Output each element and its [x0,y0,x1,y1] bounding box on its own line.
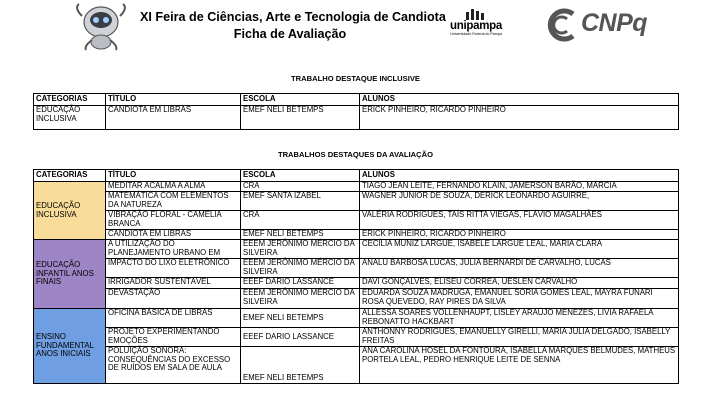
form-title: Ficha de Avaliação [233,27,347,41]
table-row [34,192,679,211]
escola-cell: EEEF DARIO LASSANCE [241,328,360,347]
cnpq-emblem-icon [543,8,579,42]
column-header-alunos: ALUNOS [360,170,679,182]
column-header-escola: ESCOLA [241,170,360,182]
table-row [34,230,679,240]
titulo-cell: OFICINA BÁSICA DE LIBRAS [106,309,241,328]
cnpq-logo [543,8,653,42]
table-header-row [34,170,679,182]
fair-title-block [140,9,446,43]
titulo-cell: A UTILIZAÇÃO DO PLANEJAMENTO URBANO EM [106,240,241,259]
alunos-cell: ANTHONNY RODRIGUES, EMANUELLY GIRELLI, MARIA JÚLIA DELGADO, ISABELLY FREITAS [360,328,679,347]
table-row [34,328,679,347]
escola-cell: EEEM JERÔNIMO MÉRCIO DA SILVEIRA [241,289,360,309]
titulo-cell: DEVASTAÇÃO [106,289,241,309]
escola-cell: CRA [241,211,360,230]
alunos-cell: VALÉRIA RODRIGUES, TAÍS RITTA VIEGAS, FLÁVIO MAGALHÃES [360,211,679,230]
titulo-cell: VIBRAÇÃO FLORAL - CAMÉLIA BRANCA [106,211,241,230]
section-title-highlights: TRABALHOS DESTAQUES DA AVALIAÇÃO [277,150,434,159]
categoria-cell: EDUCAÇÃO INCLUSIVA [34,106,106,130]
escola-cell: EEEM JERÔNIMO MÉRCIO DA SILVEIRA [241,240,360,259]
escola-cell: EEEM JERÔNIMO MÉRCIO DA SILVEIRA [241,259,360,278]
document-header [0,0,716,56]
column-header-alunos: ALUNOS [360,94,679,106]
titulo-cell: CANDIOTA EM LIBRAS [106,230,241,240]
alunos-cell: ERICK PINHEIRO, RICARDO PINHEIRO [360,230,679,240]
column-header-titulo: TÍTULO [106,170,241,182]
column-header-escola: ESCOLA [241,94,360,106]
table-row [34,278,679,289]
titulo-cell: IRRIGADOR SUSTENTÁVEL [106,278,241,289]
alunos-cell: ANA CAROLINA HÖSEL DA FONTOURA, ISABELLA MARQUES BELMUDES, MATHEUS PORTELA LEAL, PEDRO HENRIQUE LEITE DE SENNA [360,347,679,384]
category-cell-ensino-fundamental: ENSINO FUNDAMENTAL ANOS INICIAIS [34,309,106,384]
escola-cell: EMEF NELI BETEMPS [241,230,360,240]
escola-cell: EMEF NELI BETEMPS [241,347,360,384]
alunos-cell: ALLESSA SOARES VOLLENHAUPT, LÍSLEY ARAÚJO MENEZES, LIVIA RAFAELA REBONATTO HACKBART [360,309,679,328]
alunos-cell: ERICK PINHEIRO, RICARDO PINHEIRO [360,106,679,130]
unipampa-logo [448,8,504,44]
table-row [34,347,679,384]
escola-cell: EMEF SANTA IZABEL [241,192,360,211]
table-row [34,289,679,309]
column-header-titulo: TÍTULO [106,94,241,106]
unipampa-name: unipampa [450,20,502,32]
evaluation-highlights-table [33,169,679,384]
table-row [34,259,679,278]
table-header-row [34,94,679,106]
alunos-cell: CECÍLIA MUNIZ LARGUE, ISABELE LARGUE LEAL, MARIA CLARA [360,240,679,259]
category-cell-educacao-inclusiva: EDUCAÇÃO INCLUSIVA [34,182,106,240]
cnpq-wordmark: CNPq [581,9,648,37]
fair-title: XI Feira de Ciências, Arte e Tecnologia de Candiota [140,10,446,24]
table-row [34,211,679,230]
titulo-cell: POLUIÇÃO SONORA: CONSEQUÊNCIAS DO EXCESSO DE RUÍDOS EM SALA DE AULA [106,347,241,384]
alunos-cell: DAVI GONÇALVES, ELISEU CORREA, UESLEN CARVALHO [360,278,679,289]
category-cell-educacao-infantil: EDUCAÇÃO INFANTIL ANOS FINAIS [34,240,106,309]
column-header-categorias: CATEGORIAS [34,170,106,182]
table-row [34,309,679,328]
alunos-cell: ANALÚ BARBOSA LUCAS, JULIA BERNARDI DE CARVALHO, LUCAS [360,259,679,278]
section-title-inclusive: TRABALHO DESTAQUE INCLUSIVE [291,74,420,83]
table-row [34,240,679,259]
alunos-cell: EDUARDA SOUZA MADRUGA, EMANUEL SÓRIA GOMES LEAL, MAYRA FUNARI ROSA QUEVEDO, RAY PIRES DA SILVA [360,289,679,309]
alunos-cell: WAGNER JÚNIOR DE SOUZA, DERICK LEONARDO AGUIRRE, [360,192,679,211]
titulo-cell: MATEMÁTICA COM ELEMENTOS DA NATUREZA [106,192,241,211]
column-header-categorias: CATEGORIAS [34,94,106,106]
table-row [34,182,679,192]
escola-cell: EMEF NELI BETEMPS [241,309,360,328]
titulo-cell: CANDIOTA EM LIBRAS [106,106,241,130]
inclusive-highlight-table [33,93,679,130]
unipampa-subtitle: Universidade Federal do Pampa [450,32,502,36]
escola-cell: EMEF NELI BETEMPS [241,106,360,130]
robot-mascot-logo [70,2,132,52]
titulo-cell: IMPACTO DO LIXO ELETRÔNICO [106,259,241,278]
escola-cell: CRA [241,182,360,192]
alunos-cell: TIAGO JEAN LEITE, FERNANDO KLAIN, JAMERSON BARÃO, MÁRCIA [360,182,679,192]
titulo-cell: MEDITAR ACALMA A ALMA [106,182,241,192]
titulo-cell: PROJETO EXPERIMENTANDO EMOÇÕES [106,328,241,347]
table-row [34,106,679,130]
unipampa-emblem-icon [465,8,487,20]
escola-cell: EEEF DARIO LASSANCE [241,278,360,289]
